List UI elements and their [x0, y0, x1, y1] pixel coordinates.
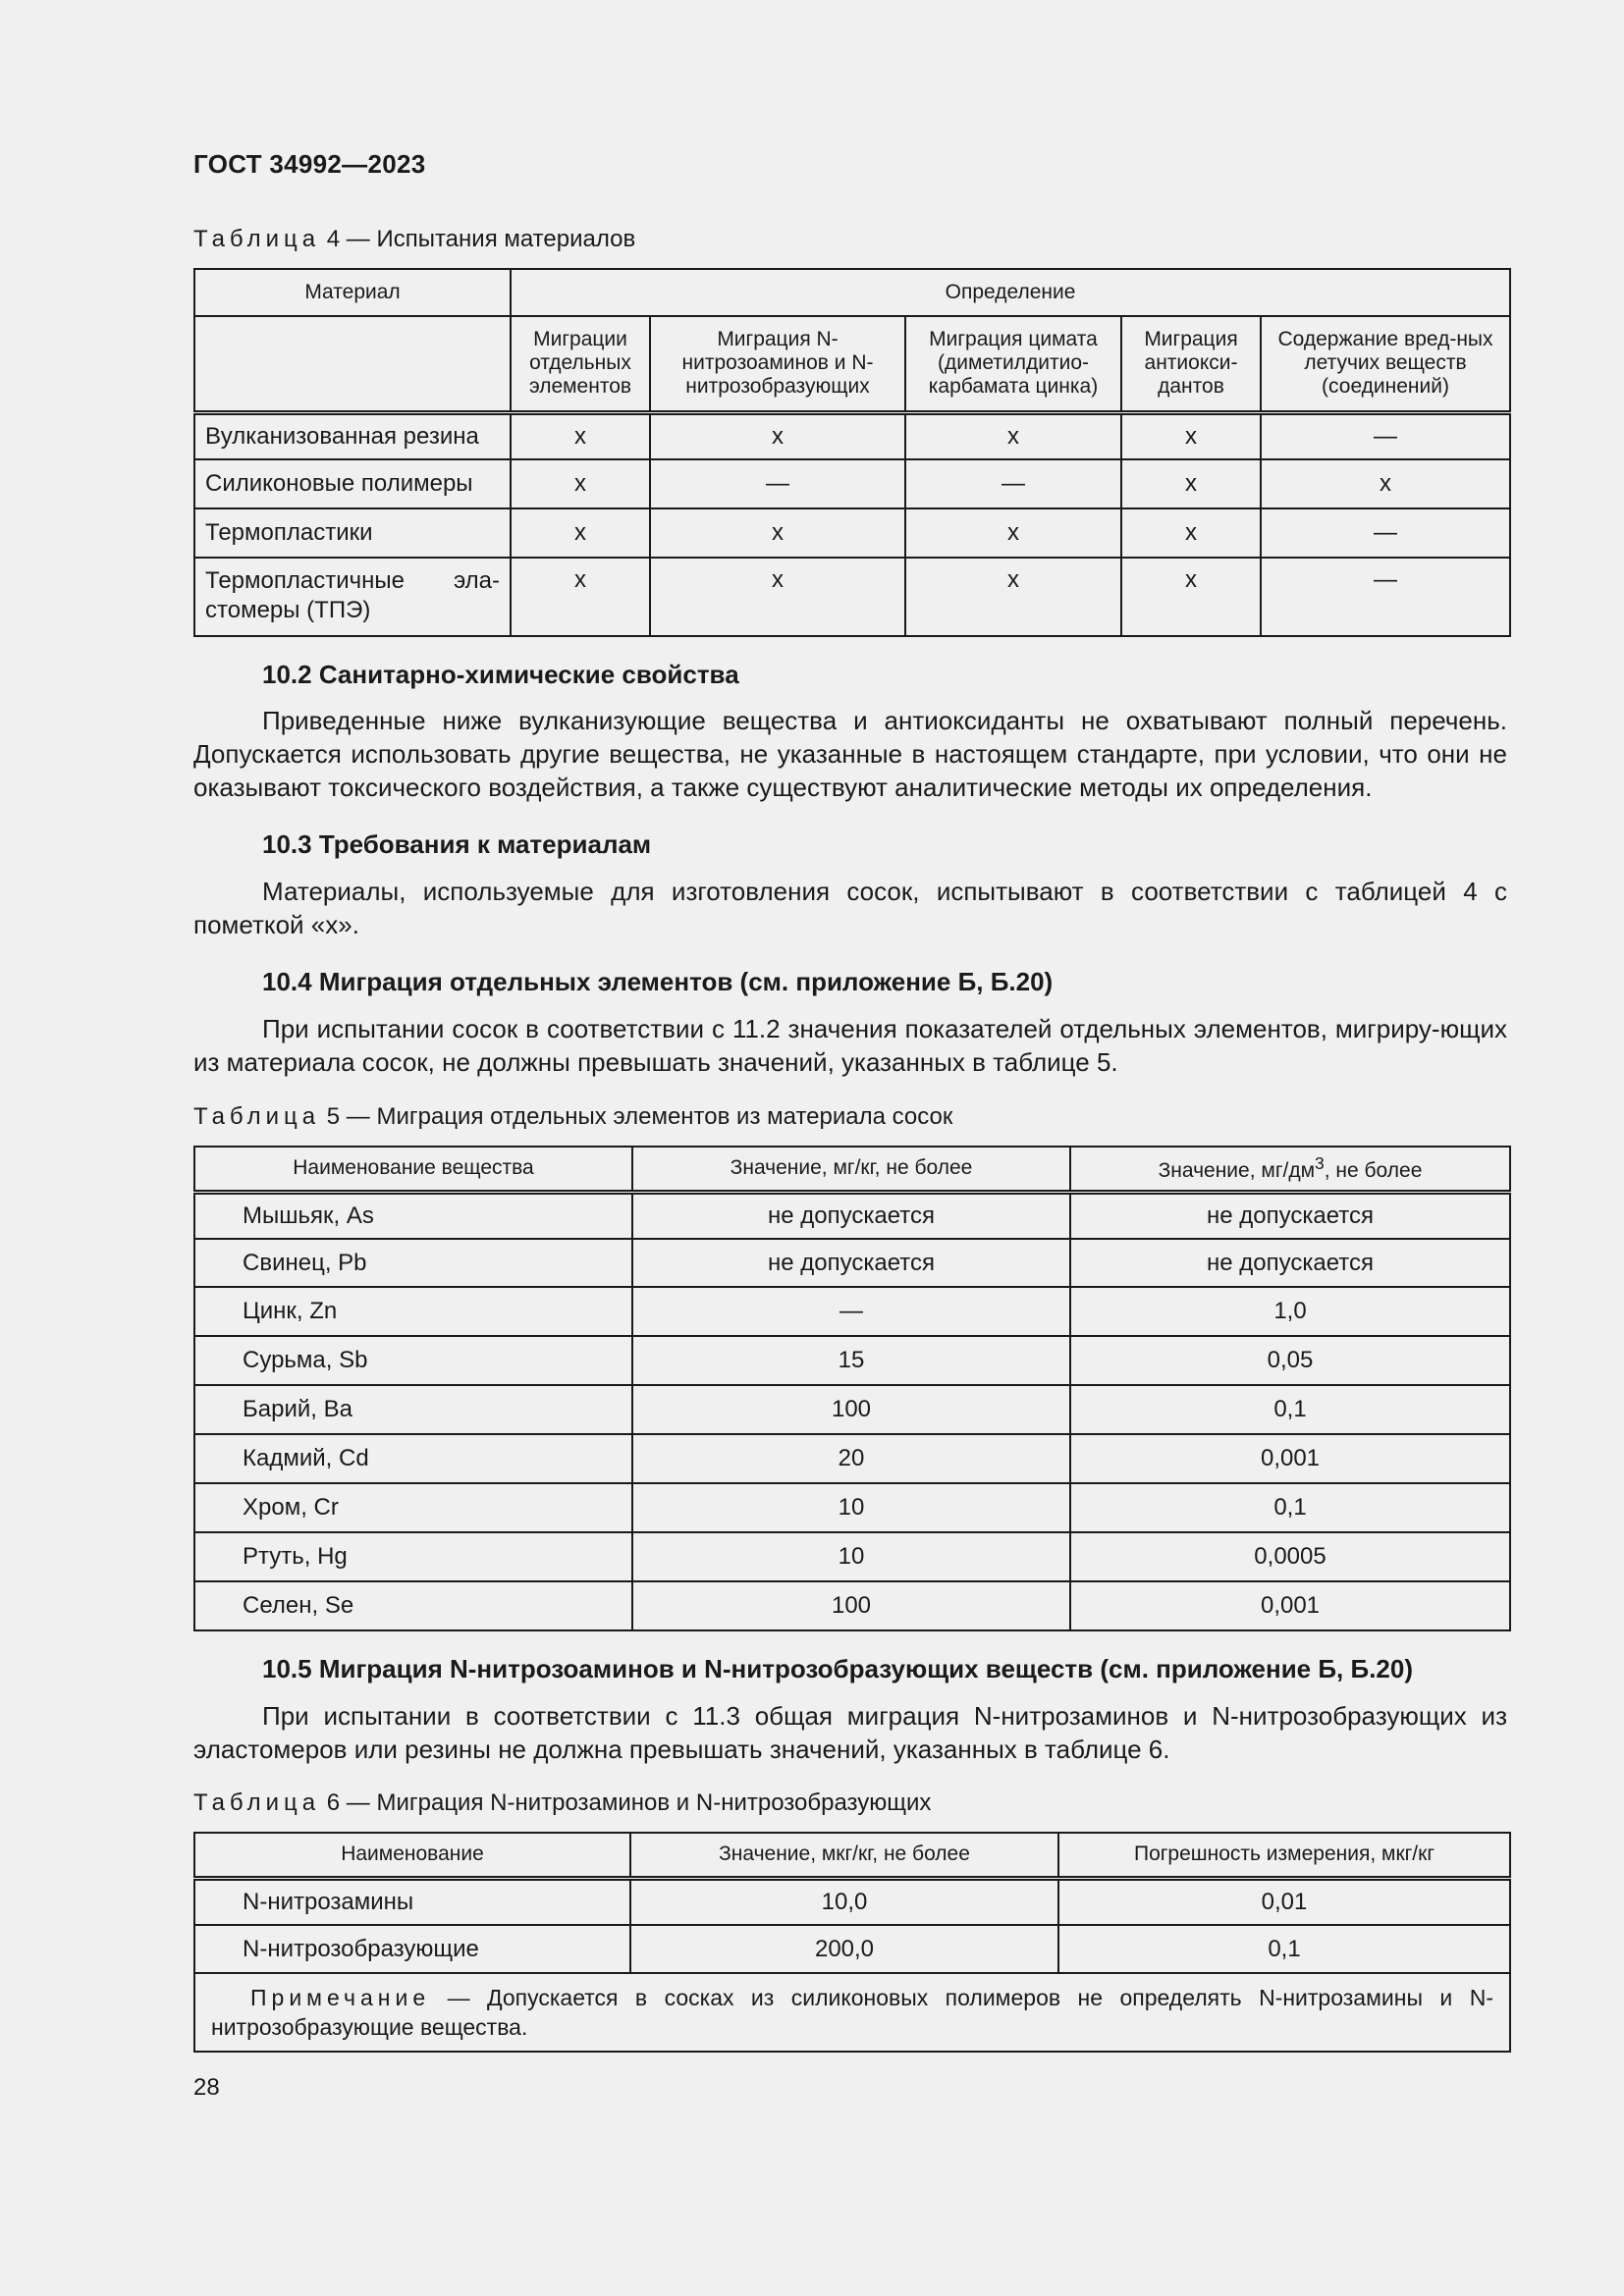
table4-cell: x [1121, 412, 1261, 459]
table4-subheader: Миграции отдельных элементов [511, 316, 650, 412]
table-row [194, 412, 1510, 459]
table4-cell: x [511, 508, 650, 558]
table5-cell: 15 [632, 1336, 1070, 1385]
table4-subheader: Содержание вред-ных летучих веществ (соединений) [1261, 316, 1510, 412]
table6-header: Погрешность измерения, мкг/кг [1058, 1833, 1510, 1878]
table4-row-name: Силиконовые полимеры [194, 459, 511, 508]
table-row [194, 1287, 1510, 1336]
table4-row-name: Вулканизованная резина [194, 412, 511, 459]
table6-caption-prefix: Таблица [193, 1789, 321, 1816]
table5-cell: 0,001 [1070, 1434, 1510, 1483]
section-10-2-title: 10.2 Санитарно-химические свойства [262, 660, 739, 689]
table-row [194, 508, 1510, 558]
table5-cell: 100 [632, 1385, 1070, 1434]
table4-row-name: Термопластики [194, 508, 511, 558]
table5-header: Значение, мг/кг, не более [632, 1147, 1070, 1192]
table5-header [1070, 1147, 1510, 1192]
table5-cell: не допускается [632, 1239, 1070, 1287]
table6-cell: 0,1 [1058, 1925, 1510, 1973]
table4-cell: x [905, 412, 1121, 459]
table4-caption-text: 4 — Испытания материалов [326, 226, 636, 252]
table6-note [194, 1973, 1510, 2052]
table5-cell: Хром, Cr [194, 1483, 632, 1532]
table4-cell: x [1261, 459, 1510, 508]
table5-caption-prefix: Таблица [193, 1103, 321, 1130]
table4-subheader: Миграция антиокси-дантов [1121, 316, 1261, 412]
table5-cell: не допускается [1070, 1192, 1510, 1239]
table4-cell: — [650, 459, 905, 508]
table4-row-name-line1: Термопластичные эла- [205, 567, 500, 594]
table4-caption-prefix: Таблица [193, 226, 321, 252]
table6-cell: 0,01 [1058, 1878, 1510, 1925]
table5-header: Наименование вещества [194, 1147, 632, 1192]
table4-cell: x [1121, 558, 1261, 636]
table6-cell: N-нитрозобразующие [194, 1925, 630, 1973]
table5-cell: Сурьма, Sb [194, 1336, 632, 1385]
table4-row-name [194, 558, 511, 636]
table4-cell: x [650, 508, 905, 558]
table-row [194, 1532, 1510, 1581]
table-row [194, 1239, 1510, 1287]
section-10-3-title: 10.3 Требования к материалам [262, 829, 652, 859]
table4-caption [193, 226, 635, 253]
table6-caption-text: 6 — Миграция N-нитрозаминов и N-нитрозобразующих [326, 1789, 932, 1816]
table4-row-name-line2: стомеры (ТПЭ) [205, 597, 371, 623]
table5-cell: 100 [632, 1581, 1070, 1630]
table-row [194, 1878, 1510, 1925]
table6-caption [193, 1789, 931, 1817]
table6 [193, 1832, 1511, 2053]
table6-header: Значение, мкг/кг, не более [630, 1833, 1058, 1878]
table4-cell: x [1121, 459, 1261, 508]
table-row [194, 1483, 1510, 1532]
table4-cell: x [1121, 508, 1261, 558]
table-row [194, 558, 1510, 636]
table5-header-part: , не более [1324, 1159, 1423, 1183]
table5-cell: не допускается [632, 1192, 1070, 1239]
table6-note-text: — Допускается в сосках из силиконовых полимеров не определять N-нитрозамины и N-нитрозобразующие вещества. [211, 1985, 1493, 2040]
table5-cell: Кадмий, Cd [194, 1434, 632, 1483]
table5-caption [193, 1103, 952, 1131]
table5-cell: — [632, 1287, 1070, 1336]
table6-header: Наименование [194, 1833, 630, 1878]
table6-cell: N-нитрозамины [194, 1878, 630, 1925]
table4-cell: x [905, 508, 1121, 558]
table4 [193, 268, 1511, 637]
table4-cell: x [511, 412, 650, 459]
section-10-3-text: Материалы, используемые для изготовления сосок, испытывают в соответствии с таблицей 4 с пометкой «х». [193, 877, 1507, 939]
table-row [194, 1192, 1510, 1239]
table4-header-group: Определение [511, 269, 1510, 316]
page-number: 28 [193, 2074, 220, 2101]
table5-cell: Цинк, Zn [194, 1287, 632, 1336]
table4-cell: — [905, 459, 1121, 508]
section-10-4-text: При испытании сосок в соответствии с 11.2 значения показателей отдельных элементов, мигриру-ющих из материала сосок, не должны превышать значений, указанных в таблице 5. [193, 1014, 1507, 1077]
table-row [194, 1434, 1510, 1483]
table5-cell: 0,1 [1070, 1385, 1510, 1434]
table4-subheader: Миграция N-нитрозоаминов и N-нитрозобразующих [650, 316, 905, 412]
table4-cell: x [650, 412, 905, 459]
table4-subheader: Миграция цимата (диметилдитио-карбамата цинка) [905, 316, 1121, 412]
table5-cell: Мышьяк, As [194, 1192, 632, 1239]
table5-cell: Селен, Se [194, 1581, 632, 1630]
table5-header-superscript: 3 [1315, 1153, 1325, 1174]
table5-cell: 10 [632, 1532, 1070, 1581]
table4-cell: x [511, 459, 650, 508]
document-header: ГОСТ 34992—2023 [193, 149, 426, 179]
table5-cell: Барий, Ba [194, 1385, 632, 1434]
section-10-5-text: При испытании в соответствии с 11.3 общая миграция N-нитрозаминов и N-нитрозобразующих из эластомеров или резины не должна превышать значений, указанных в таблице 6. [193, 1701, 1507, 1764]
table5-cell: 0,001 [1070, 1581, 1510, 1630]
table5-cell: 0,1 [1070, 1483, 1510, 1532]
table4-header-empty [194, 316, 511, 412]
table-row [194, 1925, 1510, 1973]
table5-cell: 1,0 [1070, 1287, 1510, 1336]
table-row [194, 1336, 1510, 1385]
table5-cell: 0,0005 [1070, 1532, 1510, 1581]
table6-cell: 200,0 [630, 1925, 1058, 1973]
table5-cell: 20 [632, 1434, 1070, 1483]
table5-caption-text: 5 — Миграция отдельных элементов из материала сосок [326, 1103, 953, 1130]
table4-cell: x [650, 558, 905, 636]
section-10-5-title: 10.5 Миграция N-нитрозоаминов и N-нитрозобразующих веществ (см. приложение Б, Б.20) [262, 1654, 1413, 1683]
table6-note-prefix: Примечание [250, 1985, 431, 2010]
table-row [194, 1581, 1510, 1630]
table4-cell: x [905, 558, 1121, 636]
table5-cell: 0,05 [1070, 1336, 1510, 1385]
table-row [194, 1385, 1510, 1434]
table6-cell: 10,0 [630, 1878, 1058, 1925]
table4-cell: — [1261, 412, 1510, 459]
table5-cell: не допускается [1070, 1239, 1510, 1287]
table-row [194, 459, 1510, 508]
table4-header-material: Материал [194, 269, 511, 316]
table5-header-part: Значение, мг/дм [1158, 1159, 1316, 1183]
table4-cell: x [511, 558, 650, 636]
table4-cell: — [1261, 558, 1510, 636]
table5-cell: Свинец, Pb [194, 1239, 632, 1287]
table4-cell: — [1261, 508, 1510, 558]
table5-cell: Ртуть, Hg [194, 1532, 632, 1581]
section-10-4-title: 10.4 Миграция отдельных элементов (см. приложение Б, Б.20) [262, 967, 1054, 996]
table5-cell: 10 [632, 1483, 1070, 1532]
table5 [193, 1146, 1511, 1631]
section-10-2-text: Приведенные ниже вулканизующие вещества и антиоксиданты не охватывают полный перечень. Допускается использовать другие вещества, не указанные в настоящем стандарте, при условии, что они не оказывают токсического воздействия, а также существуют аналитические методы их определения. [193, 706, 1507, 802]
